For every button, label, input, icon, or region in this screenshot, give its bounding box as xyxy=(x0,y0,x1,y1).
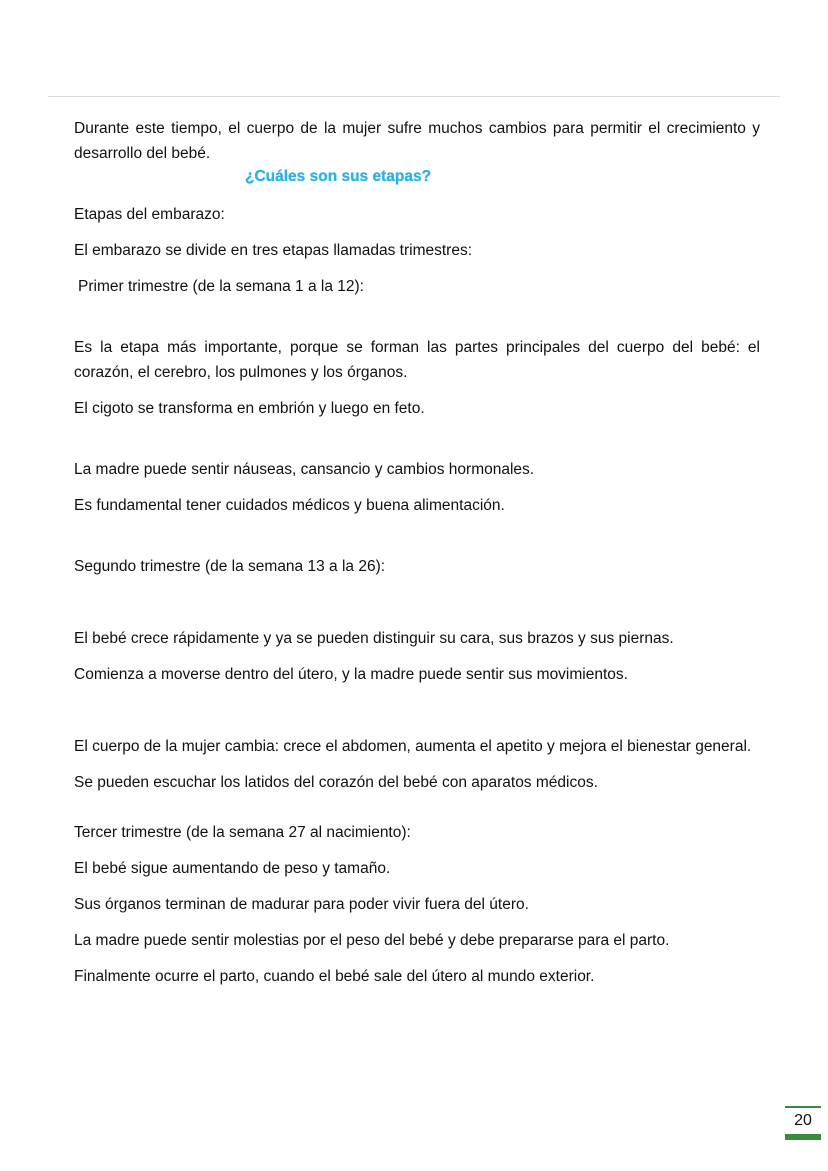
second-trimester-paragraph-1: El bebé crece rápidamente y ya se pueden distinguir su cara, sus brazos y sus piernas. xyxy=(74,630,674,647)
page-number-bottom-bar xyxy=(785,1134,821,1140)
third-trimester-paragraph-2: Sus órganos terminan de madurar para poder vivir fuera del útero. xyxy=(74,896,529,913)
header-divider xyxy=(48,96,780,97)
second-trimester-paragraph-4: Se pueden escuchar los latidos del corazón del bebé con aparatos médicos. xyxy=(74,774,598,791)
third-trimester-paragraph-4: Finalmente ocurre el parto, cuando el bebé sale del útero al mundo exterior. xyxy=(74,968,595,985)
stages-intro: El embarazo se divide en tres etapas llamadas trimestres: xyxy=(74,242,473,259)
intro-paragraph: Durante este tiempo, el cuerpo de la mujer sufre muchos cambios para permitir el crecimiento y desarrollo del bebé. xyxy=(74,120,760,162)
first-trimester-paragraph-4: Es fundamental tener cuidados médicos y buena alimentación. xyxy=(74,497,505,514)
third-trimester-paragraph-1: El bebé sigue aumentando de peso y tamaño. xyxy=(74,860,391,877)
third-trimester-heading: Tercer trimestre (de la semana 27 al nacimiento): xyxy=(74,824,411,841)
page-number-badge xyxy=(785,1106,821,1140)
first-trimester-paragraph-1: Es la etapa más importante, porque se forman las partes principales del cuerpo del bebé: el corazón, el cerebro, los pulmones y los órganos. xyxy=(74,339,760,381)
second-trimester-heading: Segundo trimestre (de la semana 13 a la 26): xyxy=(74,558,386,575)
second-trimester-paragraph-3: El cuerpo de la mujer cambia: crece el abdomen, aumenta el apetito y mejora el bienestar general. xyxy=(74,738,752,755)
first-trimester-heading: Primer trimestre (de la semana 1 a la 12): xyxy=(78,278,364,295)
question-heading: ¿Cuáles son sus etapas? xyxy=(245,168,432,185)
second-trimester-paragraph-2: Comienza a moverse dentro del útero, y la madre puede sentir sus movimientos. xyxy=(74,666,628,683)
first-trimester-paragraph-3: La madre puede sentir náuseas, cansancio y cambios hormonales. xyxy=(74,461,535,478)
first-trimester-paragraph-2: El cigoto se transforma en embrión y luego en feto. xyxy=(74,400,425,417)
third-trimester-paragraph-3: La madre puede sentir molestias por el peso del bebé y debe prepararse para el parto. xyxy=(74,932,670,949)
page-number-top-rule xyxy=(785,1106,821,1108)
stages-title: Etapas del embarazo: xyxy=(74,206,225,223)
page-number: 20 xyxy=(794,1112,812,1129)
page-body xyxy=(74,116,760,989)
